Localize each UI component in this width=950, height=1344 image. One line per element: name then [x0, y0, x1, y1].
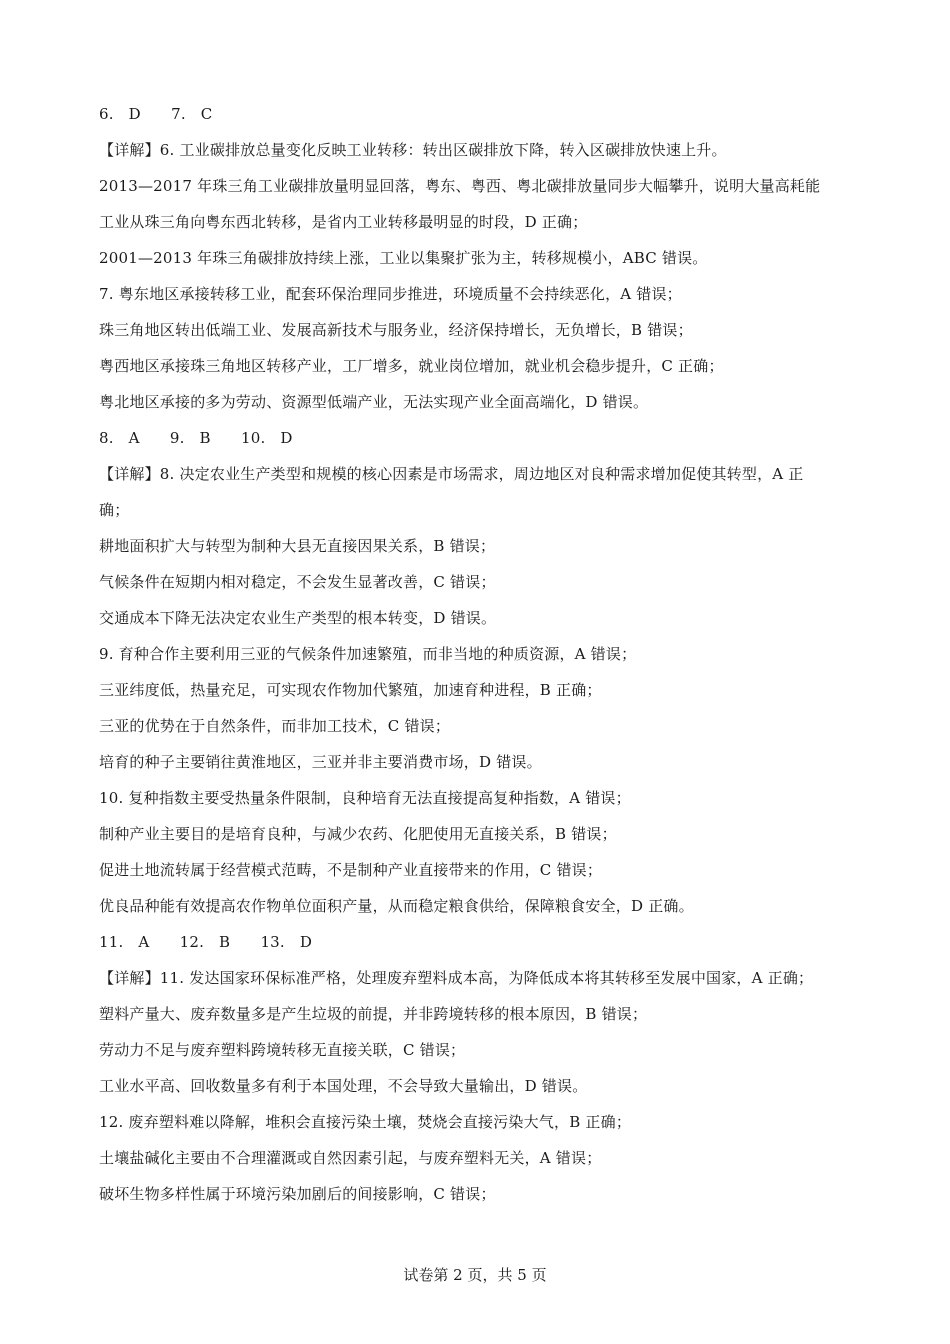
- answer-key-11-13: 11. A 12. B 13. D: [99, 933, 313, 951]
- answer-key-6-7: 6. D 7. C: [99, 105, 213, 123]
- text-line: 优良品种能有效提高农作物单位面积产量，从而稳定粮食供给，保障粮食安全，D 正确。: [99, 897, 694, 915]
- text-line: 【详解】8. 决定农业生产类型和规模的核心因素是市场需求，周边地区对良种需求增加促使其转型，A 正: [99, 465, 804, 483]
- text-line: 确；: [99, 501, 130, 519]
- text-line: 劳动力不足与废弃塑料跨境转移无直接关联，C 错误；: [99, 1041, 466, 1059]
- text-line: 工业水平高、回收数量多有利于本国处理，不会导致大量输出，D 错误。: [99, 1077, 588, 1095]
- text-line: 7. 粤东地区承接转移工业，配套环保治理同步推进，环境质量不会持续恶化，A 错误；: [99, 285, 682, 303]
- text-line: 珠三角地区转出低端工业、发展高新技术与服务业，经济保持增长，无负增长，B 错误；: [99, 321, 693, 339]
- text-line: 塑料产量大、废弃数量多是产生垃圾的前提，并非跨境转移的根本原因，B 错误；: [99, 1005, 648, 1023]
- text-line: 粤北地区承接的多为劳动、资源型低端产业，无法实现产业全面高端化，D 错误。: [99, 393, 649, 411]
- text-line: 9. 育种合作主要利用三亚的气候条件加速繁殖，而非当地的种质资源，A 错误；: [99, 645, 637, 663]
- page-footer: 试卷第 2 页，共 5 页: [403, 1266, 547, 1284]
- text-line: 10. 复种指数主要受热量条件限制，良种培育无法直接提高复种指数，A 错误；: [99, 789, 631, 807]
- text-line: 粤西地区承接珠三角地区转移产业，工厂增多，就业岗位增加，就业机会稳步提升，C 正确；: [99, 357, 724, 375]
- text-line: 破坏生物多样性属于环境污染加剧后的间接影响，C 错误；: [99, 1185, 496, 1203]
- text-line: 培育的种子主要销往黄淮地区，三亚并非主要消费市场，D 错误。: [99, 753, 542, 771]
- text-line: 制种产业主要目的是培育良种，与减少农药、化肥使用无直接关系，B 错误；: [99, 825, 617, 843]
- text-line: 2001—2013 年珠三角碳排放持续上涨，工业以集聚扩张为主，转移规模小，ABC 错误。: [99, 249, 708, 267]
- text-line: 【详解】11. 发达国家环保标准严格，处理废弃塑料成本高，为降低成本将其转移至发展中国家，A 正确；: [99, 969, 814, 987]
- answer-explanations: [99, 96, 869, 1212]
- text-line: 气候条件在短期内相对稳定，不会发生显著改善，C 错误；: [99, 573, 496, 591]
- text-line: 12. 废弃塑料难以降解，堆积会直接污染土壤，焚烧会直接污染大气，B 正确；: [99, 1113, 632, 1131]
- text-line: 土壤盐碱化主要由不合理灌溉或自然因素引起，与废弃塑料无关，A 错误；: [99, 1149, 602, 1167]
- text-line: 工业从珠三角向粤东西北转移，是省内工业转移最明显的时段，D 正确；: [99, 213, 588, 231]
- text-line: 三亚的优势在于自然条件，而非加工技术，C 错误；: [99, 717, 451, 735]
- text-line: 耕地面积扩大与转型为制种大县无直接因果关系，B 错误；: [99, 537, 496, 555]
- text-line: 2013—2017 年珠三角工业碳排放量明显回落，粤东、粤西、粤北碳排放量同步大幅攀升，说明大量高耗能: [99, 177, 821, 195]
- text-line: 【详解】6. 工业碳排放总量变化反映工业转移：转出区碳排放下降，转入区碳排放快速上升。: [99, 141, 727, 159]
- answer-key-8-10: 8. A 9. B 10. D: [99, 429, 293, 447]
- text-line: 促进土地流转属于经营模式范畴，不是制种产业直接带来的作用，C 错误；: [99, 861, 603, 879]
- text-line: 交通成本下降无法决定农业生产类型的根本转变，D 错误。: [99, 609, 497, 627]
- text-line: 三亚纬度低，热量充足，可实现农作物加代繁殖，加速育种进程，B 正确；: [99, 681, 602, 699]
